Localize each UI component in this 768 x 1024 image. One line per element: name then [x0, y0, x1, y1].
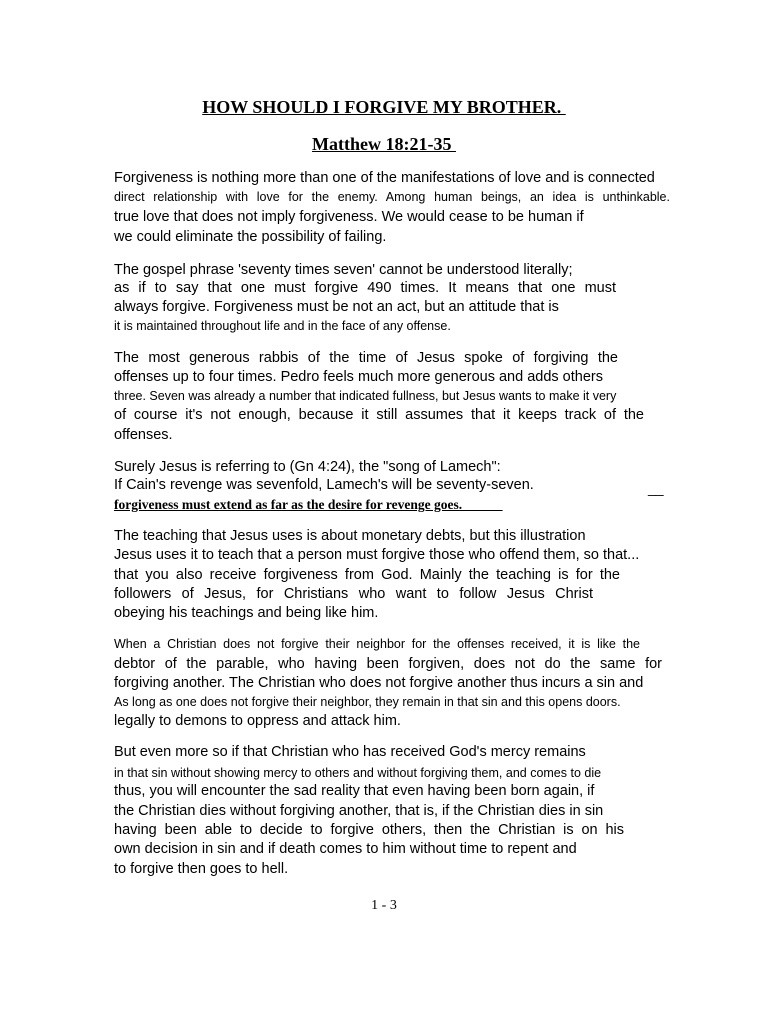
- text-line: Forgiveness is nothing more than one of the manifestations of love and is connected: [114, 170, 655, 186]
- text-line: But even more so if that Christian who has received God's mercy remains: [114, 744, 586, 760]
- text-line: As long as one does not forgive their neighbor, they remain in that sin and this opens doors.: [114, 695, 621, 709]
- text-line: to forgive then goes to hell.: [114, 861, 289, 877]
- text-line: true love that does not imply forgiveness. We would cease to be human if: [114, 209, 584, 225]
- text-line: offenses.: [114, 427, 173, 443]
- text-line: When a Christian does not forgive their neighbor for the offenses received, it is like the: [114, 637, 640, 651]
- text-line: offenses up to four times. Pedro feels much more generous and adds others: [114, 369, 603, 385]
- text-line: that you also receive forgiveness from God. Mainly the teaching is for the: [114, 567, 620, 583]
- page-number: 1 - 3: [371, 898, 397, 913]
- text-line: followers of Jesus, for Christians who want to follow Jesus Christ: [114, 586, 593, 602]
- text-line: The teaching that Jesus uses is about monetary debts, but this illustration: [114, 528, 586, 544]
- text-line: three. Seven was already a number that indicated fullness, but Jesus wants to make it very: [114, 389, 617, 403]
- text-line: If Cain's revenge was sevenfold, Lamech's will be seventy-seven.: [114, 477, 534, 493]
- text-line: obeying his teachings and being like him.: [114, 605, 379, 621]
- text-line: the Christian dies without forgiving another, that is, if the Christian dies in sin: [114, 803, 604, 819]
- document-title: HOW SHOULD I FORGIVE MY BROTHER.: [202, 97, 566, 117]
- text-line: Jesus uses it to teach that a person must forgive those who offend them, so that...: [114, 547, 640, 563]
- text-line: it is maintained throughout life and in the face of any offense.: [114, 319, 451, 333]
- text-line: forgiving another. The Christian who does not forgive another thus incurs a sin and: [114, 675, 644, 691]
- scripture-reference: Matthew 18:21-35: [312, 134, 456, 154]
- text-line: as if to say that one must forgive 490 times. It means that one must: [114, 280, 616, 296]
- text-line: having been able to decide to forgive others, then the Christian is on his: [114, 822, 624, 838]
- text-line: in that sin without showing mercy to others and without forgiving them, and comes to die: [114, 766, 602, 780]
- text-line: thus, you will encounter the sad reality that even having been born again, if: [114, 783, 595, 799]
- text-line: legally to demons to oppress and attack him.: [114, 713, 401, 729]
- text-line: of course it's not enough, because it still assumes that it keeps track of the: [114, 407, 644, 423]
- text-line: Surely Jesus is referring to (Gn 4:24), the "song of Lamech":: [114, 459, 501, 475]
- text-line: always forgive. Forgiveness must be not an act, but an attitude that is: [114, 299, 559, 315]
- text-line: The most generous rabbis of the time of Jesus spoke of forgiving the: [114, 350, 618, 366]
- text-line: we could eliminate the possibility of failing.: [114, 229, 387, 245]
- emphasized-line: forgiveness must extend as far as the desire for revenge goes.: [114, 497, 503, 512]
- dash-mark: __: [648, 480, 664, 496]
- text-line: The gospel phrase 'seventy times seven' cannot be understood literally;: [114, 262, 573, 278]
- text-line: debtor of the parable, who having been forgiven, does not do the same for: [114, 656, 662, 672]
- text-line: direct relationship with love for the enemy. Among human beings, an idea is unthinkable.: [114, 190, 670, 204]
- text-line: own decision in sin and if death comes to him without time to repent and: [114, 841, 577, 857]
